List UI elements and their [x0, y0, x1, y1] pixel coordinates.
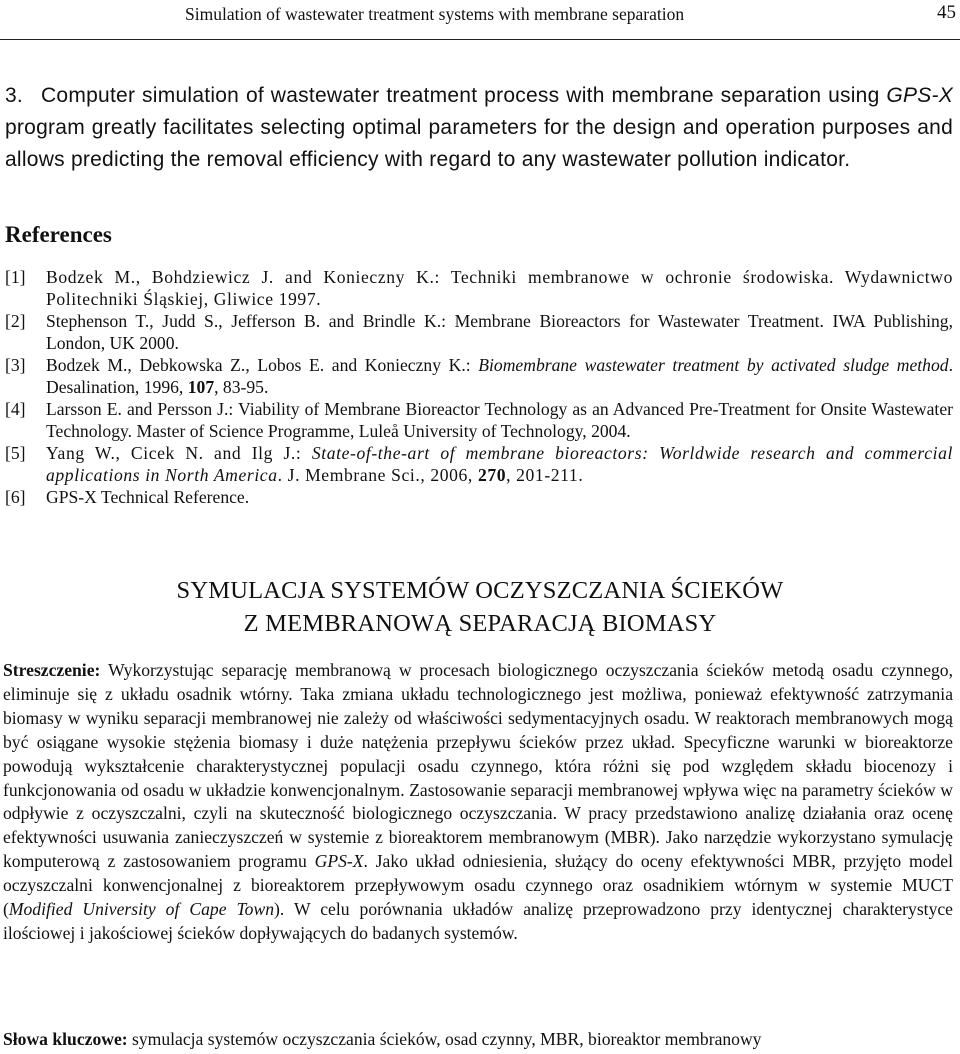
reference-text-part: Yang W., Cicek N. and Ilg J.: — [46, 443, 312, 463]
keywords-text: symulacja systemów oczyszczania ścieków, osad czynny, MBR, bioreaktor membranowy — [127, 1029, 762, 1049]
abstract-title-line-2: Z MEMBRANOWĄ SEPARACJĄ BIOMASY — [243, 610, 717, 637]
reference-text — [46, 442, 953, 486]
abstract-muct-expansion: Modified University of Cape Town — [8, 899, 274, 920]
reference-text-part: , 201-211. — [506, 465, 584, 485]
reference-item — [5, 266, 953, 310]
reference-number: [2] — [5, 311, 26, 331]
reference-text — [46, 486, 953, 508]
reference-number: [5] — [5, 443, 26, 463]
abstract-program-name: GPS-X — [314, 851, 364, 872]
reference-text-part: Bodzek M., Debkowska Z., Lobos E. and Konieczny K.: — [46, 355, 479, 375]
abstract-text-1: Wykorzystując separację membranową w procesach biologicznego oczyszczania ścieków metodą osadu czynnego, eliminuje się z układu osadnik wtórny. Taka zmiana układu technologicznego jest możliwa, ponieważ efektywność zatrzymania biomasy w wyniku separacji membranowej nie zależy od właściwości sedymentacyjnych osadu. W reaktorach membranowych mogą być osiągane wysokie stężenia biomasy i duże natężenia przepływu ścieków przez układ. Specyficzne warunki w bioreaktorze powodują wykształcenie charakterystycznej populacji osadu czynnego, która różni się pod względem składu biocenozy i funkcjonowania od osadu w układzie konwencjonalnym. Zastosowanie separacji membranowej wpływa więc na parametry ścieków w odpływie z oczyszczalni, czyli na skuteczność biologicznego oczyszczania. W pracy przedstawiono analizę działania oraz ocenę efektywności usuwania zanieczyszczeń w systemie z bioreaktorem membranowym (MBR). Jako narzędzie wykorzystano symulację komputerową z zastosowaniem programu — [3, 660, 953, 872]
references-heading: References — [5, 222, 112, 247]
header-rule — [0, 39, 960, 40]
reference-text — [46, 354, 953, 398]
reference-text-part: GPS-X Technical Reference. — [46, 487, 250, 507]
running-header — [0, 2, 960, 32]
conclusion-point-3 — [5, 80, 953, 176]
reference-number: [1] — [5, 267, 26, 287]
reference-number: [3] — [5, 355, 26, 375]
references-list — [5, 266, 953, 508]
conclusion-text-1: Computer simulation of wastewater treatment process with membrane separation using — [41, 84, 887, 107]
conclusion-program-name: GPS-X — [886, 84, 953, 107]
reference-text-part: 107 — [187, 377, 215, 397]
reference-text — [46, 266, 953, 310]
abstract-title-line-1: SYMULACJA SYSTEMÓW OCZYSZCZANIA ŚCIEKÓW — [176, 577, 784, 604]
reference-text-part: . J. Membrane Sci., 2006, — [277, 465, 478, 485]
reference-item — [5, 442, 953, 486]
abstract-label: Streszczenie: — [3, 660, 101, 680]
abstract-text-2: . Jako układ odniesienia, służący do oceny efektywności MBR, przyjęto model oczyszczalni konwencjonalnej z bioreaktorem przepływowym osadu czynnego oraz osadnikiem wtórnym w systemie MUCT ( — [3, 851, 953, 920]
keywords-line — [3, 1028, 953, 1050]
reference-item — [5, 354, 953, 398]
reference-text-part: Larsson E. and Persson J.: Viability of Membrane Bioreactor Technology as an Advanced Pre-Treatment for Onsite Wastewater Technology. Master of Science Programme, Luleå University of Technology, 2004. — [46, 399, 953, 441]
reference-text-part: . Desalination, 1996, — [46, 355, 953, 397]
conclusion-number: 3. — [5, 84, 24, 107]
reference-text — [46, 310, 953, 354]
reference-item — [5, 398, 953, 442]
reference-item — [5, 310, 953, 354]
abstract-text-3: ). W celu porównania układów analizę przeprowadzono przy identycznej charakterystyce ilościowej i jakościowej ścieków dopływających do badanych systemów. — [3, 899, 953, 943]
page-number: 45 — [937, 2, 956, 23]
reference-text-part: Stephenson T., Judd S., Jefferson B. and Brindle K.: Membrane Bioreactors for Wastewater Treatment. IWA Publishing, London, UK 2000. — [46, 311, 953, 353]
running-title: Simulation of wastewater treatment systems with membrane separation — [185, 4, 685, 24]
abstract-title — [0, 574, 960, 640]
reference-text-part: Biomembrane wastewater treatment by activated sludge method — [478, 355, 949, 375]
reference-number: [4] — [5, 399, 26, 419]
reference-text-part: 270 — [477, 465, 507, 485]
reference-item — [5, 486, 953, 508]
abstract-paragraph — [3, 659, 953, 946]
conclusion-text-2: program greatly facilitates selecting optimal parameters for the design and operation purposes and allows predicting the removal efficiency with regard to any wastewater pollution indicator. — [5, 116, 953, 171]
reference-text-part: , 83-95. — [214, 377, 269, 397]
reference-text-part: Bodzek M., Bohdziewicz J. and Konieczny K.: Techniki membranowe w ochronie środowiska. Wydawnictwo Politechniki Śląskiej, Gliwice 1997. — [46, 267, 953, 309]
keywords-label: Słowa kluczowe: — [3, 1029, 128, 1049]
reference-number: [6] — [5, 487, 26, 507]
reference-text-part: State-of-the-art of membrane bioreactors: Worldwide research and commercial applications in North America — [46, 443, 953, 485]
reference-text — [46, 398, 953, 442]
